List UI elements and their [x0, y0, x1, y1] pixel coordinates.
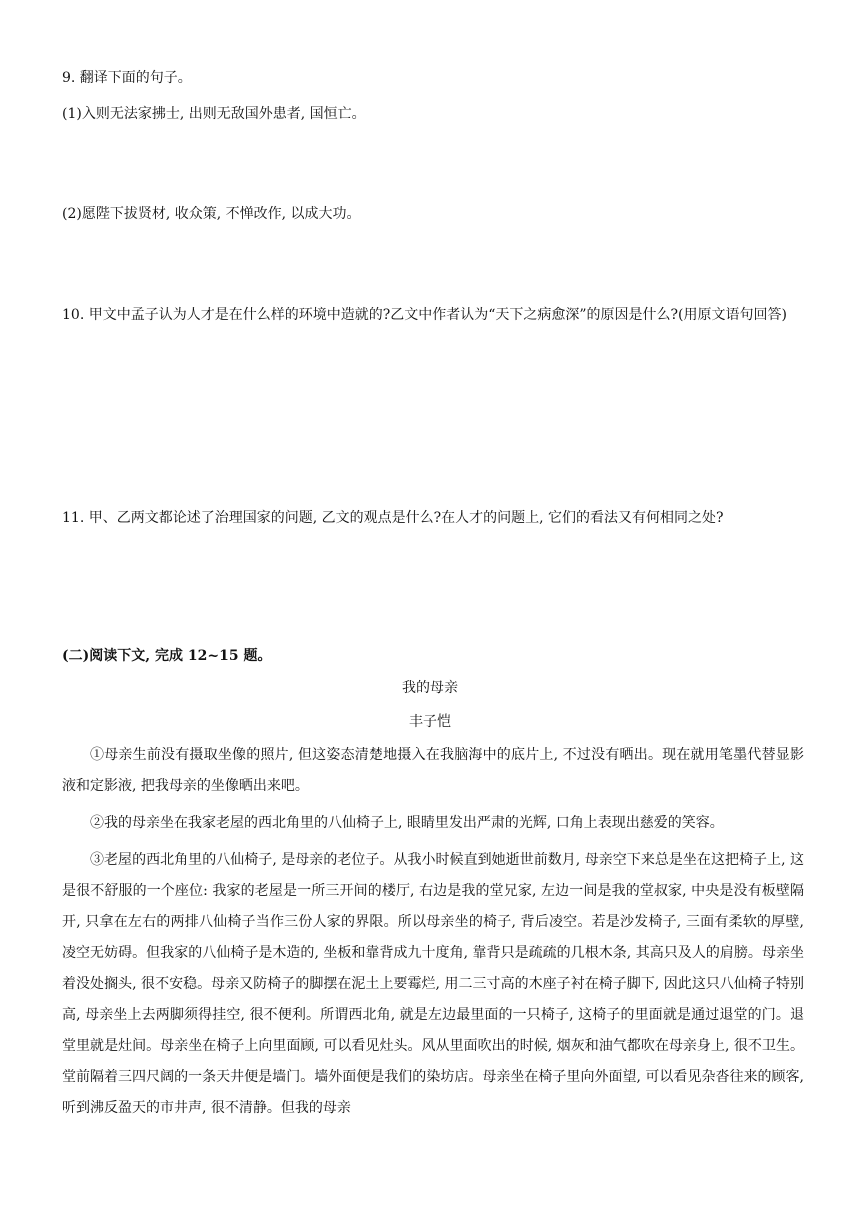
paragraph-1: ①母亲生前没有摄取坐像的照片, 但这姿态清楚地摄入在我脑海中的底片上, 不过没有晒出。现在就用笔墨代替显影液和定影液, 把我母亲的坐像晒出来吧。 [62, 747, 804, 794]
paragraph-2: ②我的母亲坐在我家老屋的西北角里的八仙椅子上, 眼睛里发出严肃的光辉, 口角上表现出慈爱的笑容。 [90, 815, 724, 831]
article-author: 丰子恺 [409, 714, 451, 730]
question-9-title: 9. 翻译下面的句子。 [62, 70, 192, 86]
question-11: 11. 甲、乙两文都论述了治理国家的问题, 乙文的观点是什么?在人才的问题上, 它们的看法又有何相同之处? [62, 510, 724, 526]
question-10: 10. 甲文中孟子认为人才是在什么样的环境中造就的?乙文中作者认为“天下之病愈深”的原因是什么?(用原文语句回答) [62, 307, 787, 323]
section-heading: (二)阅读下文, 完成 12~15 题。 [62, 648, 272, 664]
paragraph-3: ③老屋的西北角里的八仙椅子, 是母亲的老位子。从我小时候直到她逝世前数月, 母亲空下来总是坐在这把椅子上, 这是很不舒服的一个座位: 我家的老屋是一所三开间的楼厅, 右边是我的堂兄家, 左边一间是我的堂叔家, 中央是没有板壁隔开, 只拿在左右的两排八仙椅子当作三份人家的界限。所以母亲坐的椅子, 背后凌空。若是沙发椅子, 三面有柔软的厚壁, 凌空无妨碍。但我家的八仙椅子是木造的, 坐板和靠背成九十度角, 靠背只是疏疏的几根木条, 其高只及人的肩膀。母亲坐着没处搁头, 很不安稳。母亲又防椅子的脚摆在泥土上要霉烂, 用二三寸高的木座子衬在椅子脚下, 因此这只八仙椅子特别高, 母亲坐上去两脚须得挂空, 很不便利。所谓西北角, 就是左边最里面的一只椅子, 这椅子的里面就是通过退堂的门。退堂里就是灶间。母亲坐在椅子上向里面顾, 可以看见灶头。风从里面吹出的时候, 烟灰和油气都吹在母亲身上, 很不卫生。堂前隔着三四尺阔的一条天井便是墙门。墙外面便是我们的染坊店。母亲坐在椅子里向外面望, 可以看见杂沓往来的顾客, 听到沸反盈天的市井声, 很不清静。但我的母亲 [62, 852, 804, 1116]
question-9-item-1: (1)入则无法家拂士, 出则无敌国外患者, 国恒亡。 [62, 106, 366, 122]
question-9-item-2: (2)愿陛下拔贤材, 收众策, 不惮改作, 以成大功。 [62, 206, 361, 222]
article-title: 我的母亲 [402, 680, 458, 696]
